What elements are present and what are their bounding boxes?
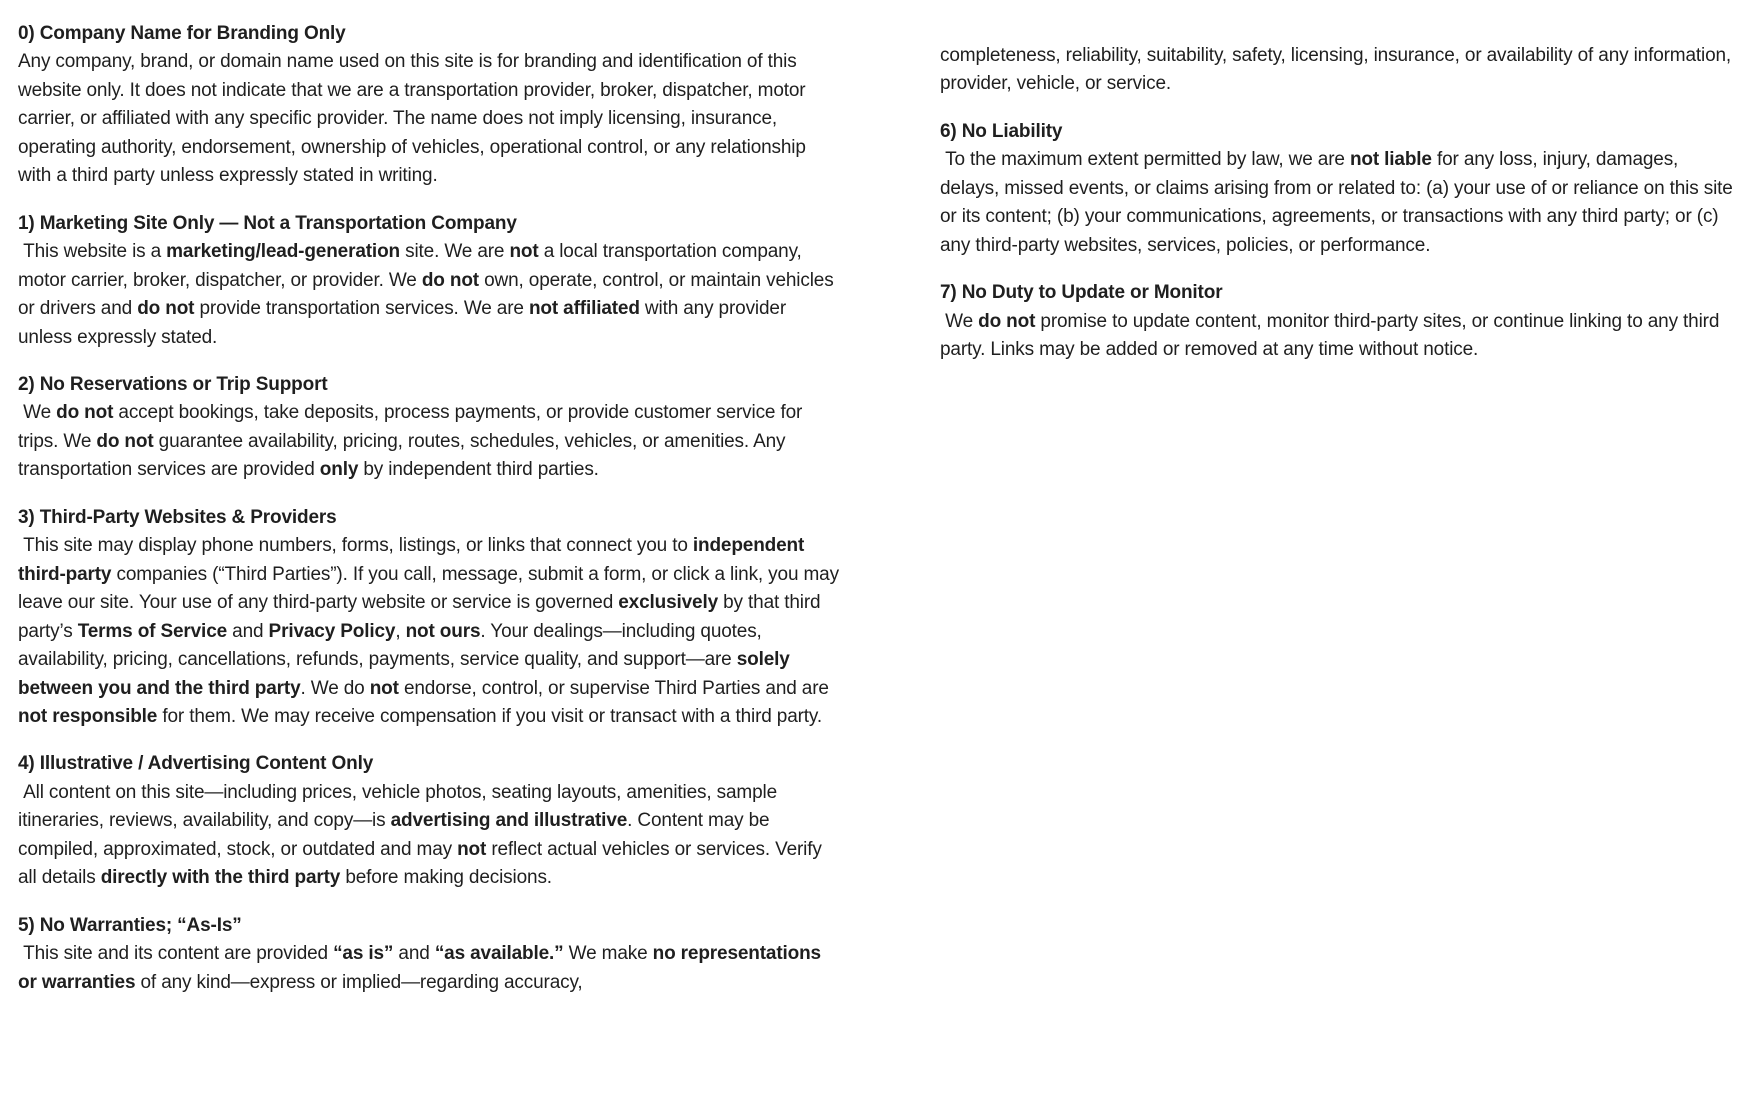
bold-text-run: marketing/lead-generation: [166, 241, 400, 263]
bold-text-run: do not: [978, 310, 1036, 332]
bold-text-run: advertising and illustrative: [390, 810, 628, 832]
bold-text-run: Privacy Policy: [268, 620, 396, 642]
bold-text-run: “as available.”: [434, 943, 564, 965]
section-no-reservations-or-trip-support: [18, 371, 840, 485]
bold-text-run: not: [509, 241, 539, 263]
section-body: This site and its content are provided “as is” and “as available.” We make no representations or warranties of any kind—express or implied—regarding accuracy,: [18, 943, 827, 993]
bold-text-run: not liable: [1349, 149, 1432, 171]
section-body: This website is a marketing/lead-generation site. We are not a local transportation company, motor carrier, broker, dispatcher, or provider. We do not own, operate, control, or maintain vehicles or drivers and do not provide transportation services. We are not affiliated with any provider unless expressly stated.: [18, 241, 839, 348]
section-no-warranties-as-is: [18, 912, 840, 997]
bold-text-run: do not: [56, 402, 114, 424]
section-heading: 5) No Warranties; “As-Is”: [18, 914, 242, 936]
section-heading: 0) Company Name for Branding Only: [18, 23, 346, 44]
bold-text-run: no representations or warranties: [18, 943, 827, 993]
section-body: All content on this site—including prices, vehicle photos, seating layouts, amenities, sample itineraries, reviews, availability, and copy—is advertising and illustrative. Content may be compiled, approximated, stock, or outdated and may not reflect actual vehicles or services. Verify all details directly with the third party before making decisions.: [18, 781, 827, 889]
section-no-duty-to-update-or-monitor: [940, 279, 1738, 364]
bold-text-run: Terms of Service: [77, 620, 228, 642]
bold-text-run: not: [457, 838, 487, 860]
section-heading: 1) Marketing Site Only — Not a Transportation Company: [18, 212, 517, 234]
section-no-warranties-continuation: [940, 42, 1738, 99]
section-body: This site may display phone numbers, forms, listings, or links that connect you to independent third-party companies (“Third Parties”). If you call, message, submit a form, or click a link, you may leave our site. Your use of any third-party website or service is governed exclusively by that third party’s Terms of Service and Privacy Policy, not ours. Your dealings—including quotes, availability, pricing, cancellations, refunds, payments, service quality, and support—are solely between you and the third party. We do not endorse, control, or supervise Third Parties and are not responsible for them. We may receive compensation if you visit or transact with a third party.: [18, 535, 845, 727]
section-body: We do not promise to update content, monitor third-party sites, or continue linking to any third party. Links may be added or removed at any time without notice.: [940, 310, 1725, 361]
section-third-party-websites-providers: [18, 504, 845, 732]
bold-text-run: exclusively: [618, 592, 719, 614]
section-heading: 3) Third-Party Websites & Providers: [18, 506, 337, 528]
bold-text-run: do not: [421, 269, 479, 291]
section-no-liability: [940, 118, 1738, 260]
section-illustrative-advertising-content: [18, 750, 840, 892]
section-marketing-site-only: [18, 210, 840, 352]
bold-text-run: not ours: [405, 620, 481, 642]
bold-text-run: not responsible: [18, 705, 158, 727]
bold-text-run: only: [319, 459, 359, 481]
bold-text-run: not affiliated: [528, 298, 640, 320]
section-heading: 7) No Duty to Update or Monitor: [940, 282, 1223, 304]
bold-text-run: solely between you and the third party: [18, 649, 795, 699]
bold-text-run: “as is”: [333, 943, 394, 965]
section-body: We do not accept bookings, take deposits, process payments, or provide customer service for trips. We do not guarantee availability, pricing, routes, schedules, vehicles, or amenities. Any transportation services are provided only by independent third parties.: [18, 402, 808, 481]
bold-text-run: not: [369, 677, 399, 699]
section-body: To the maximum extent permitted by law, we are not liable for any loss, injury, damages, delays, missed events, or claims arising from or related to: (a) your use of or reliance on this site or its content; (b) your communications, agreements, or transactions with any third party; or (c) any third-party websites, services, policies, or performance.: [940, 149, 1738, 256]
section-company-name-branding-only: [18, 20, 840, 191]
section-body: completeness, reliability, suitability, safety, licensing, insurance, or availability of any information, provider, vehicle, or service.: [940, 45, 1737, 95]
section-body: Any company, brand, or domain name used on this site is for branding and identification of this website only. It does not indicate that we are a transportation provider, broker, dispatcher, motor carrier, or affiliated with any specific provider. The name does not imply licensing, insurance, operating authority, endorsement, ownership of vehicles, operational control, or any relationship with a third party unless expressly stated in writing.: [18, 51, 811, 187]
left-column: [18, 20, 845, 997]
section-heading: 4) Illustrative / Advertising Content Only: [18, 753, 374, 775]
right-column: [940, 42, 1738, 365]
section-heading: 6) No Liability: [940, 120, 1063, 142]
section-heading: 2) No Reservations or Trip Support: [18, 373, 328, 395]
bold-text-run: directly with the third party: [100, 867, 341, 889]
bold-text-run: do not: [96, 430, 154, 452]
bold-text-run: independent third-party: [18, 535, 810, 585]
bold-text-run: do not: [137, 298, 195, 320]
